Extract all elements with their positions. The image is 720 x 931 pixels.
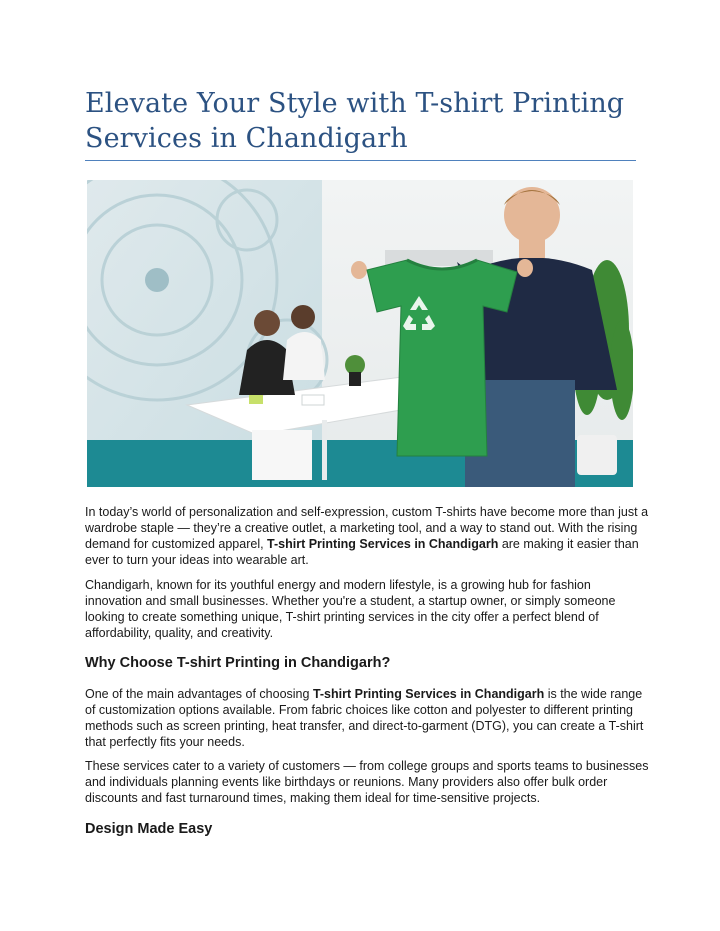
customers-paragraph: These services cater to a variety of customers — from college groups and sports teams to businesses and individuals planning events like birthdays or reunions. Many providers also offer bulk order discounts and fast turnaround times, making them ideal for time-sensitive projects. <box>85 759 649 805</box>
intro-paragraph <box>85 504 650 568</box>
advantages-text-start: One of the main advantages of choosing <box>85 687 313 701</box>
section-heading-design: Design Made Easy <box>85 821 213 837</box>
advantages-highlight: T-shirt Printing Services in Chandigarh <box>312 687 545 701</box>
section-heading-why: Why Choose T-shirt Printing in Chandigarh? <box>85 655 391 671</box>
intro-highlight: T-shirt Printing Services in Chandigarh <box>267 537 499 551</box>
page-title: Elevate Your Style with T-shirt Printing Services in Chandigarh <box>85 88 625 154</box>
title-divider <box>85 160 636 161</box>
intro-text-start: In today’s world of personalization and self-expression, custom T-shirts have become more than just a wardrobe staple — they’re a creative outlet, a marketing tool, and a way to stand out. With the rising demand for customized apparel, <box>85 505 649 551</box>
advantages-paragraph <box>85 686 650 750</box>
hero-image <box>87 180 633 487</box>
recycle-icon <box>397 293 441 337</box>
advantages-text-end: is the wide range of customization options available. From fabric choices like cotton and polyester to different printing methods such as screen printing, heat transfer, and direct-to-garment (DTG), you can create a T-shirt that perfectly fits your needs. <box>85 687 644 749</box>
intro-text-end: are making it easier than ever to turn your ideas into wearable art. <box>85 537 639 567</box>
chandigarh-paragraph: Chandigarh, known for its youthful energy and modern lifestyle, is a growing hub for fashion innovation and small businesses. Whether you're a student, a startup owner, or simply someone looking to create something unique, T-shirt printing services in the city offer a perfect blend of affordability, quality, and creativity. <box>85 578 616 640</box>
